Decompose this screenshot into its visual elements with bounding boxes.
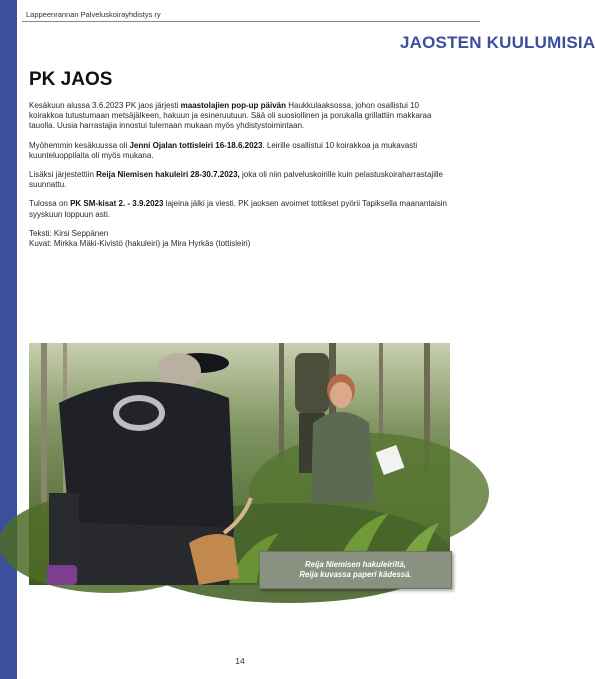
credit-text: Teksti: Kirsi Seppänen [29,228,109,238]
text: Tulossa on [29,199,71,209]
text: Lisäksi järjestettiin [29,170,97,180]
side-accent-bar [0,0,17,679]
text: lajeina jälki ja viesti. PK jaoksen avoimet tottikset pyörii Tapiksella maanantaisin syyskuun loppuun asti. [29,199,447,219]
organization-name: Lappeenrannan Palveluskoirayhdistys ry [26,10,161,19]
paragraph-championships [29,199,454,219]
page-title: PK JAOS [29,69,113,90]
caption-line-2: Reija kuvassa paperi kädessä. [299,570,412,579]
camp-photo [29,343,450,585]
caption-line-1: Reija Niemisen hakuleiriltä, [305,560,406,569]
paragraph-obedience-camp [29,141,454,161]
text: Myöhemmin kesäkuussa oli [29,140,130,150]
text: . Leirille osallistui 10 koirakkoa ja mukavasti kuunteluoppilaita oli myös mukana. [29,140,418,160]
highlight-championships: PK SM-kisat 2. - 3.9.2023 [70,199,164,209]
text: Kesäkuun alussa 3.6.2023 PK jaos järjesti [29,101,181,110]
text: Haukkulaaksossa, johon osallistui 10 koirakkoa tutustumaan metsäjälkeen, hakuun ja esineruutuun. Sää oli suosiollinen ja porukalla grillattiin makkaraa tauolla. Uusia harrastajia innostui tulemaan mukaan myös yhdistystoimintaan. [29,101,432,131]
photo-caption [259,551,452,589]
header-divider [22,21,480,22]
paragraph-popup-day [29,101,454,132]
section-header: JAOSTEN KUULUMISIA [400,33,595,52]
article-body [29,101,454,258]
highlight-search-camp: Reija Niemisen hakuleiri 28-30.7.2023, [96,170,240,180]
credit-photos: Kuvat: Mirkka Mäki-Kivistö (hakuleiri) ja Mira Hyrkäs (tottisleiri) [29,239,251,249]
page-number: 14 [235,656,245,666]
credits [29,229,454,249]
highlight-obedience-camp: Jenni Ojalan tottisleiri 16-18.6.2023 [129,140,263,150]
paragraph-search-camp [29,170,454,190]
highlight-popup-day: maastolajien pop-up päivän [180,101,287,110]
text: joka oli niin palveluskoirille kuin pelastuskoiraharrastajille suunnattu. [29,170,443,190]
